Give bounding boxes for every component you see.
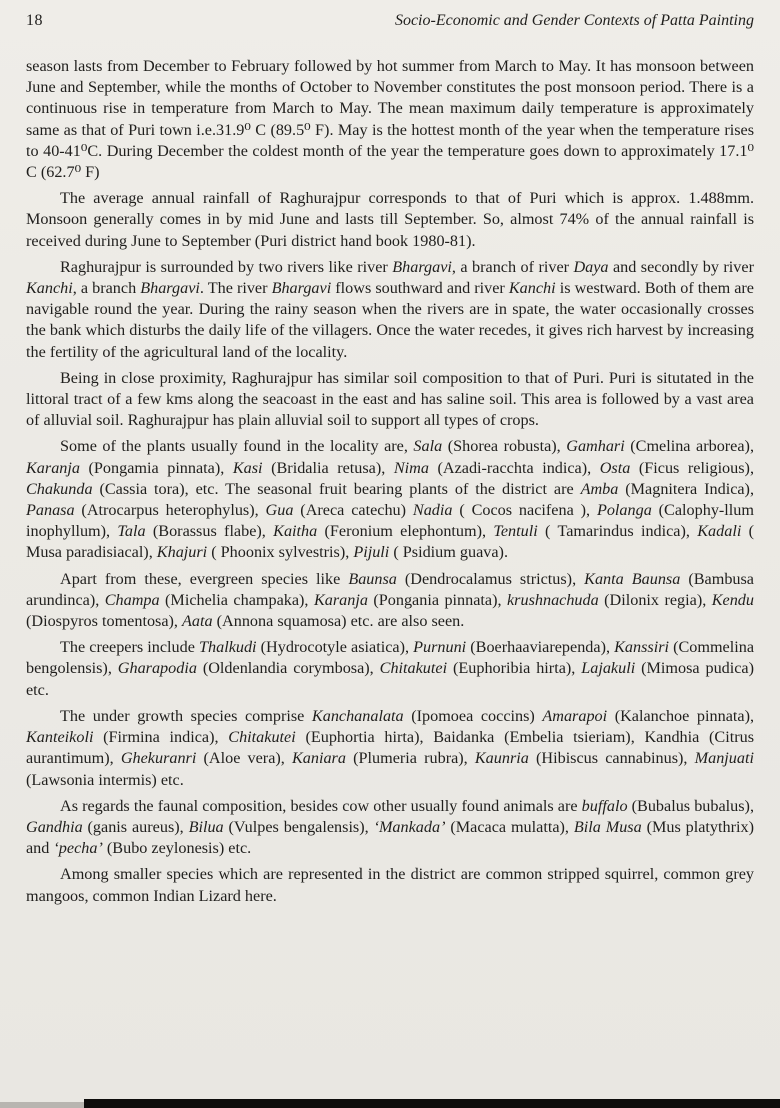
- italic-term: Ghekuranri: [120, 749, 197, 768]
- paragraph: [26, 706, 754, 791]
- italic-term: Tala: [117, 522, 146, 541]
- italic-term: Kadali: [697, 522, 742, 541]
- page-header: [26, 12, 754, 30]
- italic-term: ‘Mankada’: [373, 817, 446, 836]
- paragraph: [26, 436, 754, 563]
- italic-term: Gua: [265, 501, 294, 520]
- italic-term: Bila Musa: [573, 817, 642, 836]
- text-run: ( Musa paradisiacal),: [26, 522, 755, 562]
- text-run: (Pongania pinnata),: [367, 590, 507, 609]
- italic-term: Gharapodia: [117, 659, 197, 678]
- italic-term: Tentuli: [493, 522, 538, 541]
- page-body: [26, 56, 754, 907]
- text-run: is westward. Both of them are navigable round the year. During the rainy season when the rivers are in spate, the water occasionally crosses the bank which disturbs the daily life of the villagers. Once the water recedes, it gives rich harvest by increasing the fertility of the agricultural land of the locality.: [26, 279, 754, 361]
- italic-term: Chitakutei: [228, 728, 296, 747]
- italic-term: Kanteikoli: [26, 728, 94, 747]
- text-run: (Commelina bengolensis),: [26, 638, 755, 678]
- italic-term: Baunsa: [348, 569, 397, 588]
- italic-term: Karanja: [26, 458, 80, 477]
- paragraph: [26, 56, 754, 183]
- italic-term: Chitakutei: [379, 659, 448, 678]
- paragraph: [26, 864, 754, 906]
- italic-term: Polanga: [596, 501, 652, 520]
- italic-term: ‘pecha’: [53, 839, 103, 858]
- text-run: (Firmina indica),: [93, 728, 229, 747]
- text-run: . The river: [199, 279, 272, 298]
- italic-term: Purnuni: [413, 638, 467, 657]
- italic-term: Kasi: [232, 458, 263, 477]
- italic-term: Daya: [573, 257, 609, 276]
- text-run: (Borassus flabe),: [145, 522, 274, 541]
- text-run: (Atrocarpus heterophylus),: [74, 501, 266, 520]
- text-run: As regards the faunal composition, besides cow other usually found animals are: [60, 796, 582, 815]
- italic-term: Kendu: [711, 590, 754, 609]
- italic-term: Kaniara: [291, 749, 346, 768]
- text-run: The under growth species comprise: [60, 706, 312, 725]
- text-run: (Cassia tora), etc. The seasonal fruit bearing plants of the district are: [92, 479, 581, 498]
- scan-artifact-bar-light: [0, 1102, 84, 1108]
- paragraph: [26, 569, 754, 633]
- italic-term: Champa: [104, 590, 160, 609]
- italic-term: Aata: [182, 612, 213, 631]
- italic-term: Bhargavi: [140, 279, 200, 298]
- paragraph: [26, 257, 754, 363]
- text-run: ( Tamarindus indica),: [537, 522, 698, 541]
- text-run: (Macaca mulatta),: [445, 817, 574, 836]
- text-run: (Euphortia hirta), Baidanka (Embelia tsieriam), Kandhia (Citrus aurantimum),: [26, 728, 755, 768]
- italic-term: Kanssiri: [614, 638, 669, 657]
- text-run: ( Psidium guava).: [389, 543, 508, 562]
- italic-term: Karanja: [313, 590, 368, 609]
- italic-term: Osta: [599, 458, 631, 477]
- italic-term: Manjuati: [694, 749, 754, 768]
- text-run: (Aloe vera),: [196, 749, 292, 768]
- text-run: Raghurajpur is surrounded by two rivers like river: [60, 257, 393, 276]
- italic-term: Chakunda: [26, 479, 93, 498]
- running-title: Socio-Economic and Gender Contexts of Patta Painting: [394, 12, 754, 29]
- italic-term: Kanchi: [508, 279, 556, 298]
- italic-term: Kanchi: [26, 279, 73, 298]
- text-run: Among smaller species which are represented in the district are common stripped squirrel, common grey mangoos, common Indian Lizard here.: [26, 865, 754, 905]
- text-run: (Plumeria rubra),: [345, 749, 475, 768]
- italic-term: Khajuri: [156, 543, 208, 562]
- text-run: (Hibiscus cannabinus),: [528, 749, 695, 768]
- italic-term: Kanchanalata: [311, 706, 404, 725]
- text-run: ( Cocos nacifena ),: [452, 501, 597, 520]
- italic-term: Kaitha: [273, 522, 318, 541]
- text-run: (Ipomoea coccins): [403, 706, 543, 725]
- text-run: (Magnitera Indica),: [618, 479, 754, 498]
- text-run: (Shorea robusta),: [442, 437, 567, 456]
- text-run: (Lawsonia intermis) etc.: [26, 770, 184, 789]
- text-run: Being in close proximity, Raghurajpur has similar soil composition to that of Puri. Puri is situtated in the littoral tract of a few kms along the seacoast in the east and has saline soil. This area is followed by a vast area of alluvial soil. Raghurajpur has plain alluvial soil to support all types of crops.: [26, 368, 754, 430]
- italic-term: Nadia: [412, 501, 453, 520]
- text-run: (Cmelina arborea),: [624, 437, 754, 456]
- text-run: season lasts from December to February followed by hot summer from March to May. It has monsoon between June and September, while the months of October to November constitutes the post monsoon period. There is a continuous rise in temperature from March to May. The mean maximum daily temperature is approximately same as that of Puri town i.e.31.9⁰ C (89.5⁰ F). May is the hottest month of the year when the temperature rises to 40-41⁰C. During December the coldest month of the year the temperature goes down to approximately 17.1⁰ C (62.7⁰ F): [26, 57, 754, 182]
- italic-term: Lajakuli: [581, 659, 636, 678]
- italic-term: Bhargavi: [392, 257, 452, 276]
- text-run: (Hydrocotyle asiatica),: [256, 638, 414, 657]
- text-run: (Kalanchoe pinnata),: [607, 706, 755, 725]
- italic-term: Bhargavi: [271, 279, 332, 298]
- text-run: flows southward and river: [331, 279, 509, 298]
- text-run: (Mimosa pudica) etc.: [26, 659, 755, 699]
- text-run: Apart from these, evergreen species like: [60, 569, 349, 588]
- italic-term: Kaunria: [474, 749, 529, 768]
- text-run: , a branch: [72, 279, 141, 298]
- text-run: (Areca catechu): [293, 501, 413, 520]
- text-run: and secondly by river: [608, 257, 754, 276]
- text-run: (Dendrocalamus strictus),: [396, 569, 585, 588]
- paragraph: [26, 637, 754, 701]
- text-run: (Bubalus bubalus),: [627, 796, 754, 815]
- text-run: (Bambusa arundinca),: [26, 569, 754, 609]
- text-run: (Pongamia pinnata),: [79, 458, 233, 477]
- text-run: (Dilonix regia),: [598, 590, 712, 609]
- text-run: (Michelia champaka),: [159, 590, 314, 609]
- scan-artifact-bar: [84, 1099, 780, 1108]
- text-run: (Boerhaaviarependa),: [466, 638, 615, 657]
- text-run: (Vulpes bengalensis),: [223, 817, 374, 836]
- paragraph: [26, 188, 754, 252]
- italic-term: Amarapoi: [542, 706, 608, 725]
- paragraph: [26, 796, 754, 860]
- italic-term: krushnachuda: [507, 590, 599, 609]
- text-run: (Oldenlandia corymbosa),: [196, 659, 380, 678]
- text-run: (Ficus religious),: [630, 458, 754, 477]
- paragraph: [26, 368, 754, 432]
- italic-term: Gandhia: [26, 817, 83, 836]
- italic-term: Nima: [393, 458, 429, 477]
- text-run: , a branch of river: [451, 257, 574, 276]
- text-run: (Diospyros tomentosa),: [26, 612, 183, 631]
- text-run: (Mus platythrix) and: [26, 817, 754, 858]
- text-run: (Bubo zeylonesis) etc.: [102, 839, 252, 858]
- text-run: (Annona squamosa) etc. are also seen.: [212, 612, 465, 631]
- text-run: (Feronium elephontum),: [317, 522, 494, 541]
- italic-term: Amba: [580, 479, 619, 498]
- text-run: (Azadi-racchta indica),: [428, 458, 600, 477]
- italic-term: Sala: [413, 437, 443, 456]
- italic-term: Kanta Baunsa: [584, 569, 681, 588]
- italic-term: Panasa: [26, 501, 75, 520]
- italic-term: Pijuli: [353, 543, 390, 562]
- text-run: (ganis aureus),: [82, 817, 189, 836]
- text-run: ( Phoonix sylvestris),: [207, 543, 354, 562]
- text-run: (Euphoribia hirta),: [447, 659, 582, 678]
- text-run: Some of the plants usually found in the locality are,: [60, 437, 414, 456]
- italic-term: Gamhari: [566, 437, 625, 456]
- text-run: The creepers include: [60, 638, 199, 657]
- page-number: 18: [26, 12, 43, 29]
- italic-term: Bilua: [188, 817, 224, 836]
- italic-term: Thalkudi: [199, 638, 257, 657]
- italic-term: buffalo: [581, 796, 628, 815]
- text-run: (Calophy-llum inophyllum),: [26, 501, 754, 541]
- text-run: (Bridalia retusa),: [262, 458, 394, 477]
- text-run: The average annual rainfall of Raghurajpur corresponds to that of Puri which is approx. 1.488mm. Monsoon generally comes in by mid June and lasts till September. So, almost 74% of the annual rainfall is received during June to September (Puri district hand book 1980-81).: [26, 189, 754, 250]
